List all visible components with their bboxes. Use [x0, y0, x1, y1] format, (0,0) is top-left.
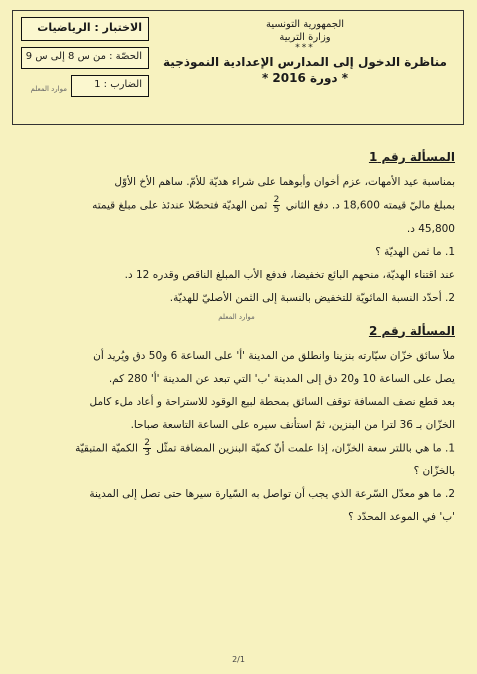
- exam-title: مناظرة الدخول إلى المدارس الإعدادية النموذجية: [163, 55, 447, 69]
- problem2-question1-a: 1. ما هي باللتر سعة الخزّان، إذا علمت أنّ كميّة البنزين المضافة تمثّل: [156, 442, 455, 454]
- fraction-denominator: 5: [273, 205, 280, 215]
- exam-header: [12, 10, 464, 125]
- fraction-two-fifths: [273, 196, 281, 215]
- problem2-line4: الخزّان بـ 36 لترا من البنزين، ثمّ استأنف سيره على الساعة التاسعة صباحا.: [130, 418, 455, 431]
- teacher-resources-label: موارد المعلم: [30, 85, 67, 93]
- stars-divider: ***: [295, 43, 315, 53]
- problem1-intro-line3: 45,800 د.: [406, 222, 455, 235]
- problem2-question2-a: 2. ما هو معدّل السّرعة الذي يجب أن تواصل به السّيارة سيرها حتى تصل إلى المدينة: [89, 488, 455, 500]
- republic-label: الجمهورية التونسية: [265, 19, 345, 30]
- problem2-question1-b: الكميّة المتبقيّة: [75, 442, 138, 454]
- problem2-question1-c: بالخزّان ؟: [413, 465, 455, 477]
- problem2-line2: يصل على الساعة 10 و20 دق إلى المدينة 'ب' التي تبعد عن المدينة 'أ' 280 كم.: [108, 372, 455, 385]
- problem2-question1: [18, 439, 455, 459]
- ministry-label: وزارة التربية: [279, 32, 331, 43]
- exam-info-box: [21, 17, 149, 112]
- problem2-line3: بعد قطع نصف المسافة توقف السائق بمحطة لبيع الوقود للاستراحة و أعاد ملء كامل: [89, 395, 455, 408]
- session-label: * دورة 2016 *: [261, 71, 349, 85]
- fraction-numerator: 2: [273, 195, 280, 205]
- fraction-numerator: 2: [144, 437, 150, 448]
- problem1-intro-line2-b: ثمن الهديّة فتحصّلا عندئذ على مبلغ قيمته: [92, 199, 268, 212]
- problem2-title: المسألة رقم 2: [368, 323, 455, 338]
- exam-content: [18, 148, 455, 531]
- factor-row: [21, 75, 149, 103]
- page-number: 2/1: [232, 655, 245, 664]
- problem1-question1: 1. ما ثمن الهديّة ؟: [375, 245, 455, 258]
- problem1-info: عند اقتناء الهديّة، منحهم البائع تخفيضا، فدفع الأب المبلغ الناقص وقدره 12 د.: [124, 268, 455, 281]
- subject-cell: الاختبار : الرياضيات: [21, 17, 149, 41]
- problem1-intro-line1: بمناسبة عيد الأمهات، عزم أخوان وأبوهما على شراء هديّة للأمّ. ساهم الأخ الأوّل: [114, 176, 455, 188]
- factor-cell: الضارب : 1: [71, 75, 149, 97]
- problem1-intro-line2-a: بمبلغ ماليّ قيمته 18,600 د. دفع الثاني: [285, 199, 455, 212]
- ministry-block: [155, 19, 455, 85]
- teacher-resources-watermark: موارد المعلم: [218, 312, 255, 321]
- problem1-question2: 2. أحدّد النسبة المائويّة للتخفيض بالنسبة إلى الثمن الأصليّ للهديّة.: [169, 291, 455, 304]
- fraction-denominator: 3: [144, 447, 150, 458]
- problem1-intro-line2: [18, 196, 455, 216]
- problem2-line1: ملأ سائق خزّان سيّارته بنزينا وانطلق من المدينة 'أ' على الساعة 6 و50 دق ويُريد أن: [93, 349, 455, 362]
- time-cell: الحصّة : من س 8 إلى س 9: [21, 47, 149, 69]
- problem2-question2-b: 'ب' في الموعد المحدّد ؟: [348, 511, 455, 523]
- problem1-title: المسألة رقم 1: [368, 150, 455, 164]
- fraction-two-thirds: [143, 439, 151, 458]
